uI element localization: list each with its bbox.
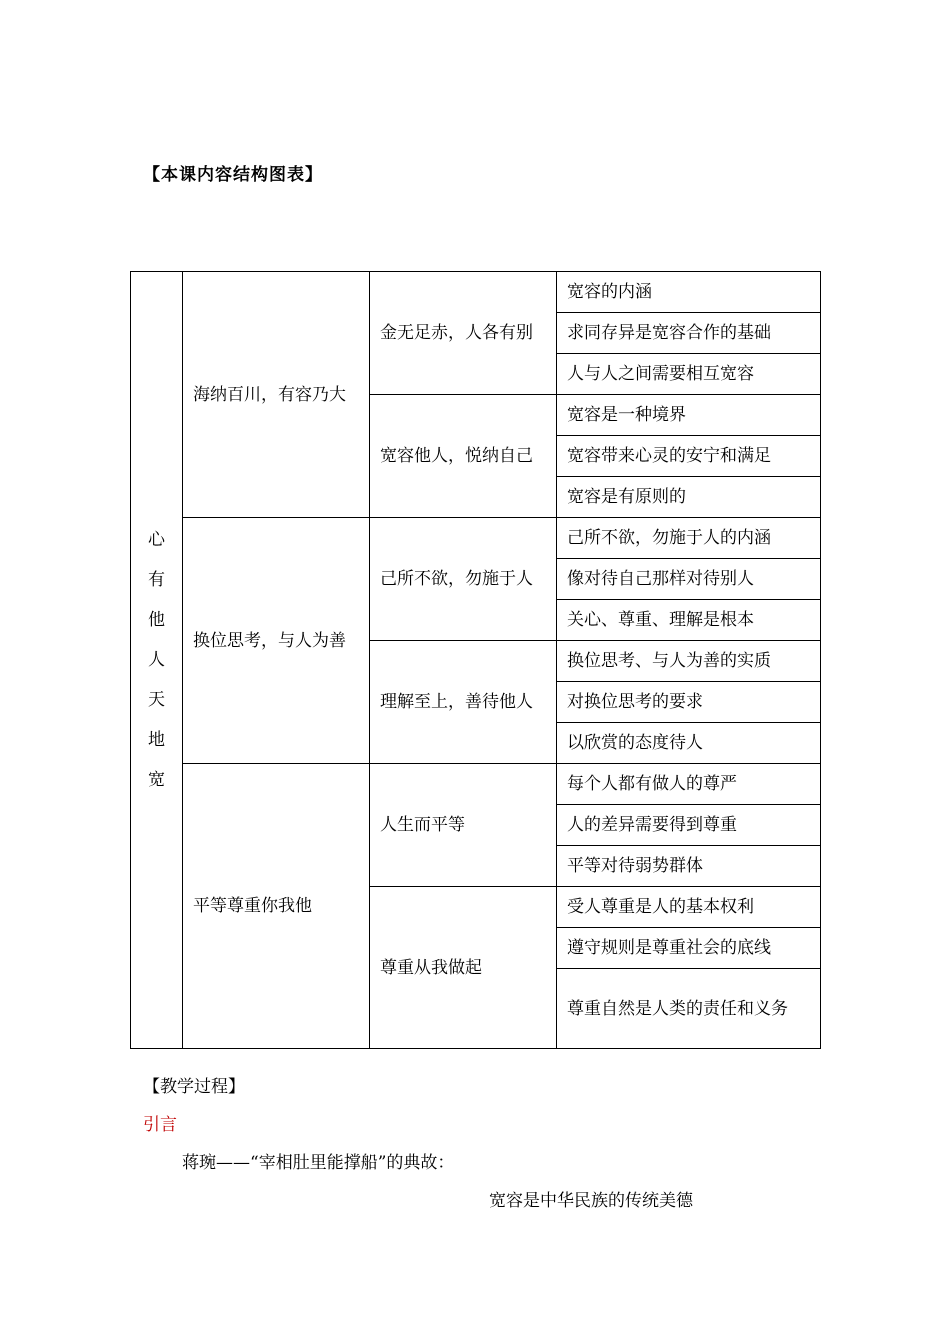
root-char: 他 [148, 610, 165, 630]
leaf-item: 宽容是一种境界 [557, 395, 821, 436]
sub-branch-label: 己所不欲，勿施于人 [370, 518, 557, 641]
intro-label: 引言 [143, 1115, 177, 1135]
sub-branch-label: 人生而平等 [370, 764, 557, 887]
root-char: 天 [148, 690, 165, 710]
sub-branch-label: 尊重从我做起 [370, 887, 557, 1049]
branch-label: 换位思考，与人为善 [183, 518, 370, 764]
branch-label: 平等尊重你我他 [183, 764, 370, 1049]
sub-branch-label: 宽容他人，悦纳自己 [370, 395, 557, 518]
leaf-item: 关心、尊重、理解是根本 [557, 600, 821, 641]
root-char: 地 [148, 730, 165, 750]
leaf-item: 己所不欲，勿施于人的内涵 [557, 518, 821, 559]
leaf-item: 以欣赏的态度待人 [557, 723, 821, 764]
process-heading: 【教学过程】 [143, 1077, 245, 1097]
leaf-item: 换位思考、与人为善的实质 [557, 641, 821, 682]
structure-table [130, 271, 821, 1049]
sub-branch-label: 金无足赤，人各有别 [370, 272, 557, 395]
root-cell [131, 272, 183, 1049]
leaf-item: 受人尊重是人的基本权利 [557, 887, 821, 928]
sub-branch-label: 理解至上，善待他人 [370, 641, 557, 764]
leaf-item: 遵守规则是尊重社会的底线 [557, 928, 821, 969]
root-char: 人 [148, 650, 165, 670]
story-line: 蒋琬——“宰相肚里能撑船”的典故： [182, 1153, 455, 1173]
root-char: 有 [148, 570, 165, 590]
leaf-item: 宽容带来心灵的安宁和满足 [557, 436, 821, 477]
leaf-item: 人与人之间需要相互宽容 [557, 354, 821, 395]
root-char: 宽 [148, 770, 165, 790]
leaf-item: 宽容的内涵 [557, 272, 821, 313]
leaf-item: 求同存异是宽容合作的基础 [557, 313, 821, 354]
conclusion-line: 宽容是中华民族的传统美德 [489, 1191, 693, 1211]
leaf-item: 每个人都有做人的尊严 [557, 764, 821, 805]
leaf-item: 宽容是有原则的 [557, 477, 821, 518]
leaf-item: 对换位思考的要求 [557, 682, 821, 723]
leaf-item: 人的差异需要得到尊重 [557, 805, 821, 846]
root-char: 心 [148, 530, 165, 550]
branch-label: 海纳百川，有容乃大 [183, 272, 370, 518]
leaf-item: 尊重自然是人类的责任和义务 [557, 969, 821, 1049]
leaf-item: 平等对待弱势群体 [557, 846, 821, 887]
section-heading: 【本课内容结构图表】 [143, 165, 323, 185]
leaf-item: 像对待自己那样对待别人 [557, 559, 821, 600]
